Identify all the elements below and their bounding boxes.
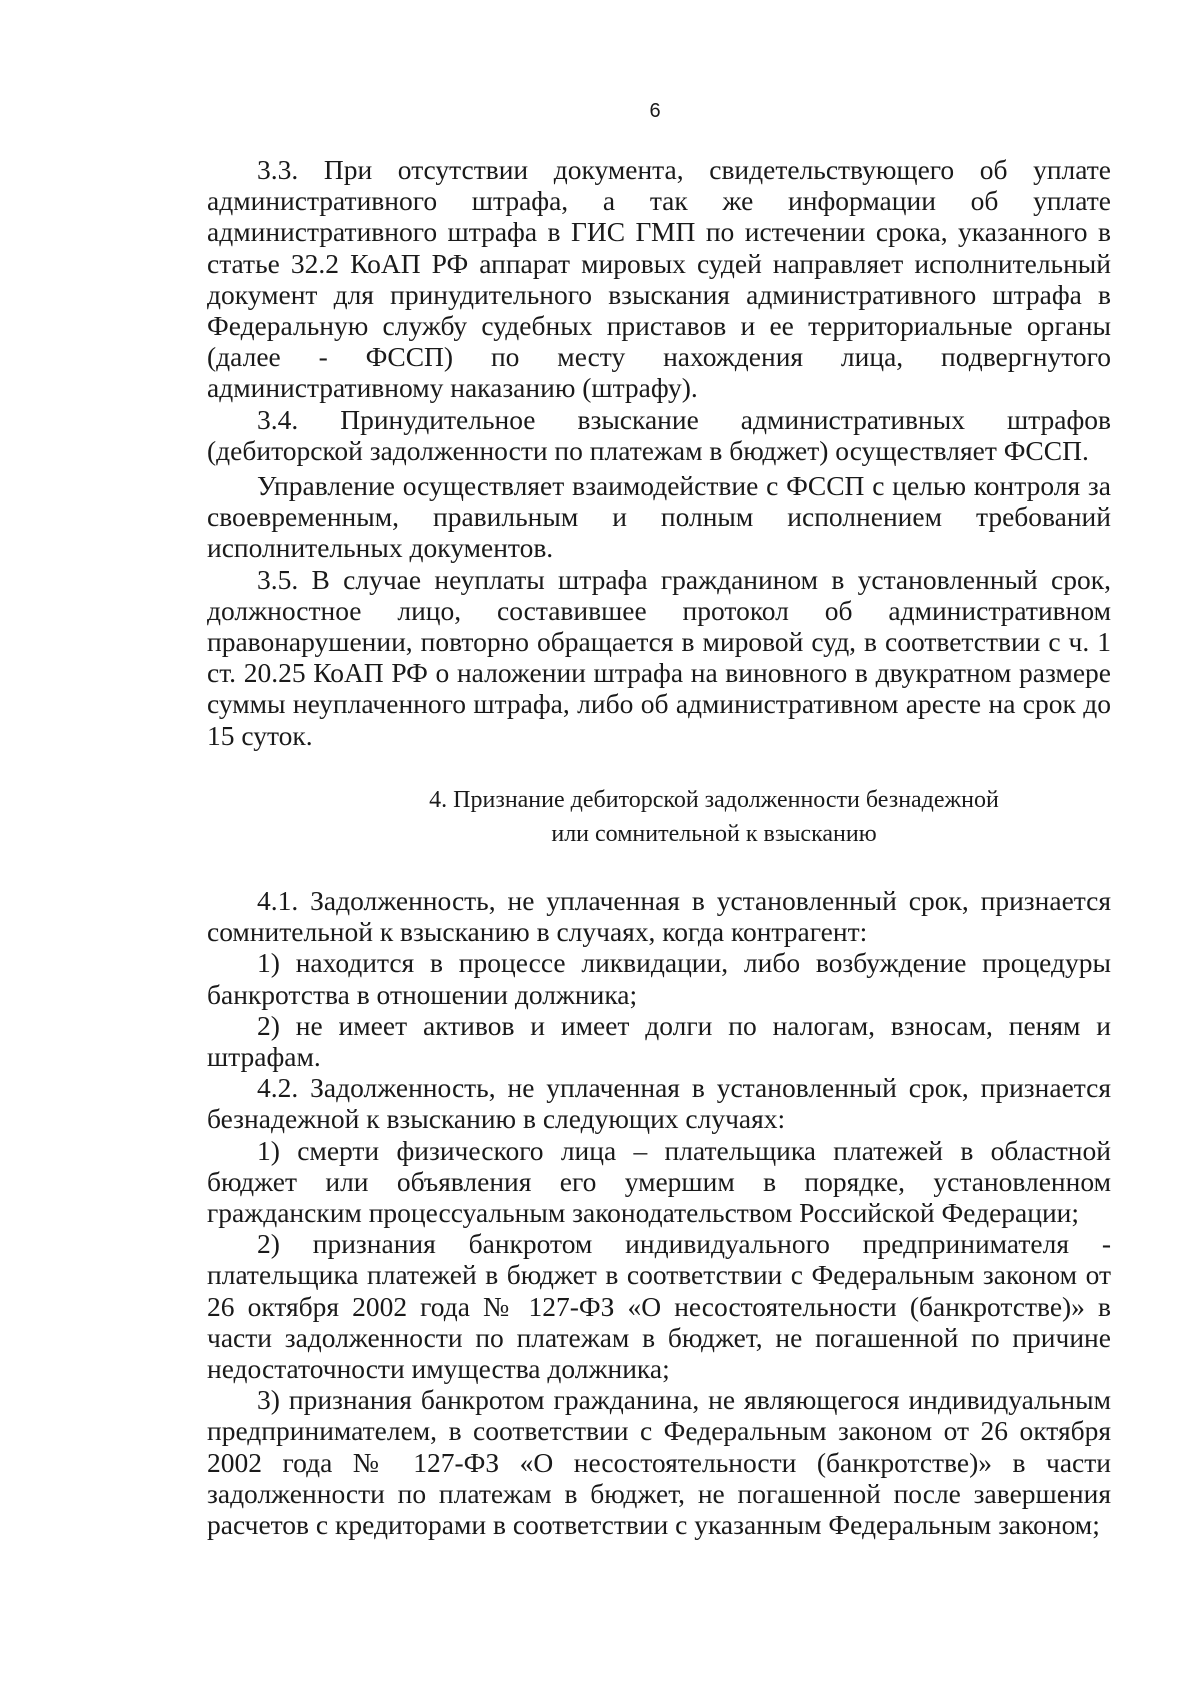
section-4-heading [207, 783, 1111, 851]
paragraph-4-2-item-3: 3) признания банкротом гражданина, не являющегося индивидуальным предпринимателем, в соответствии с Федеральным законом от 26 октября 2002 года № 127-ФЗ «О несостоятельности (банкротстве)» в части задолженности по платежам в бюджет, не погашенной после завершения расчетов с кредиторами в соответствии с указанным Федеральным законом; [207, 1384, 1111, 1541]
section-4-heading-line-1: 4. Признание дебиторской задолженности безнадежной [429, 787, 999, 813]
paragraph-4-2-item-2: 2) признания банкротом индивидуального предпринимателя - плательщика платежей в бюджет в соответствии с Федеральным законом от 26 октября 2002 года № 127-ФЗ «О несостоятельности (банкротстве)» в части задолженности по платежам в бюджет, не погашенной по причине недостаточности имущества должника; [207, 1228, 1111, 1385]
section-4-body [207, 885, 1111, 1540]
paragraph-4-1-item-1: 1) находится в процессе ликвидации, либо возбуждение процедуры банкротства в отношении должника; [207, 947, 1111, 1010]
paragraph-4-2-item-1: 1) смерти физического лица – плательщика платежей в областной бюджет или объявления его умершим в порядке, установленном гражданским процессуальным законодательством Российской Федерации; [207, 1134, 1111, 1229]
section-3-body [207, 154, 1111, 751]
paragraph-fssp-cooperation: Управление осуществляет взаимодействие с ФССП с целью контроля за своевременным, правильным и полным исполнением требований исполнительных документов. [207, 470, 1111, 564]
section-4-heading-line-2: или сомнительной к взысканию [551, 821, 877, 847]
paragraph-4-2: 4.2. Задолженность, не уплаченная в установленный срок, признается безнадежной к взысканию в следующих случаях: [207, 1072, 1111, 1135]
page-number: 6 [649, 100, 661, 122]
paragraph-3-3: 3.3. При отсутствии документа, свидетельствующего об уплате административного штрафа, а так же информации об уплате административного штрафа в ГИС ГМП по истечении срока, указанного в статье 32.2 КоАП РФ аппарат мировых судей направляет исполнительный документ для принудительного взыскания административного штрафа в Федеральную службу судебных приставов и ее территориальные органы (далее - ФССП) по месту нахождения лица, подвергнутого административному наказанию (штрафу). [207, 154, 1111, 404]
paragraph-4-1-item-2: 2) не имеет активов и имеет долги по налогам, взносам, пеням и штрафам. [207, 1009, 1111, 1073]
paragraph-3-5: 3.5. В случае неуплаты штрафа гражданином в установленный срок, должностное лицо, составившее протокол об административном правонарушении, повторно обращается в мировой суд, в соответствии с ч. 1 ст. 20.25 КоАП РФ о наложении штрафа на виновного в двукратном размере суммы неуплаченного штрафа, либо об административном аресте на срок до 15 суток. [207, 563, 1111, 751]
paragraph-4-1: 4.1. Задолженность, не уплаченная в установленный срок, признается сомнительной к взысканию в случаях, когда контрагент: [207, 885, 1111, 948]
paragraph-3-4: 3.4. Принудительное взыскание административных штрафов (дебиторской задолженности по платежам в бюджет) осуществляет ФССП. [207, 403, 1111, 466]
